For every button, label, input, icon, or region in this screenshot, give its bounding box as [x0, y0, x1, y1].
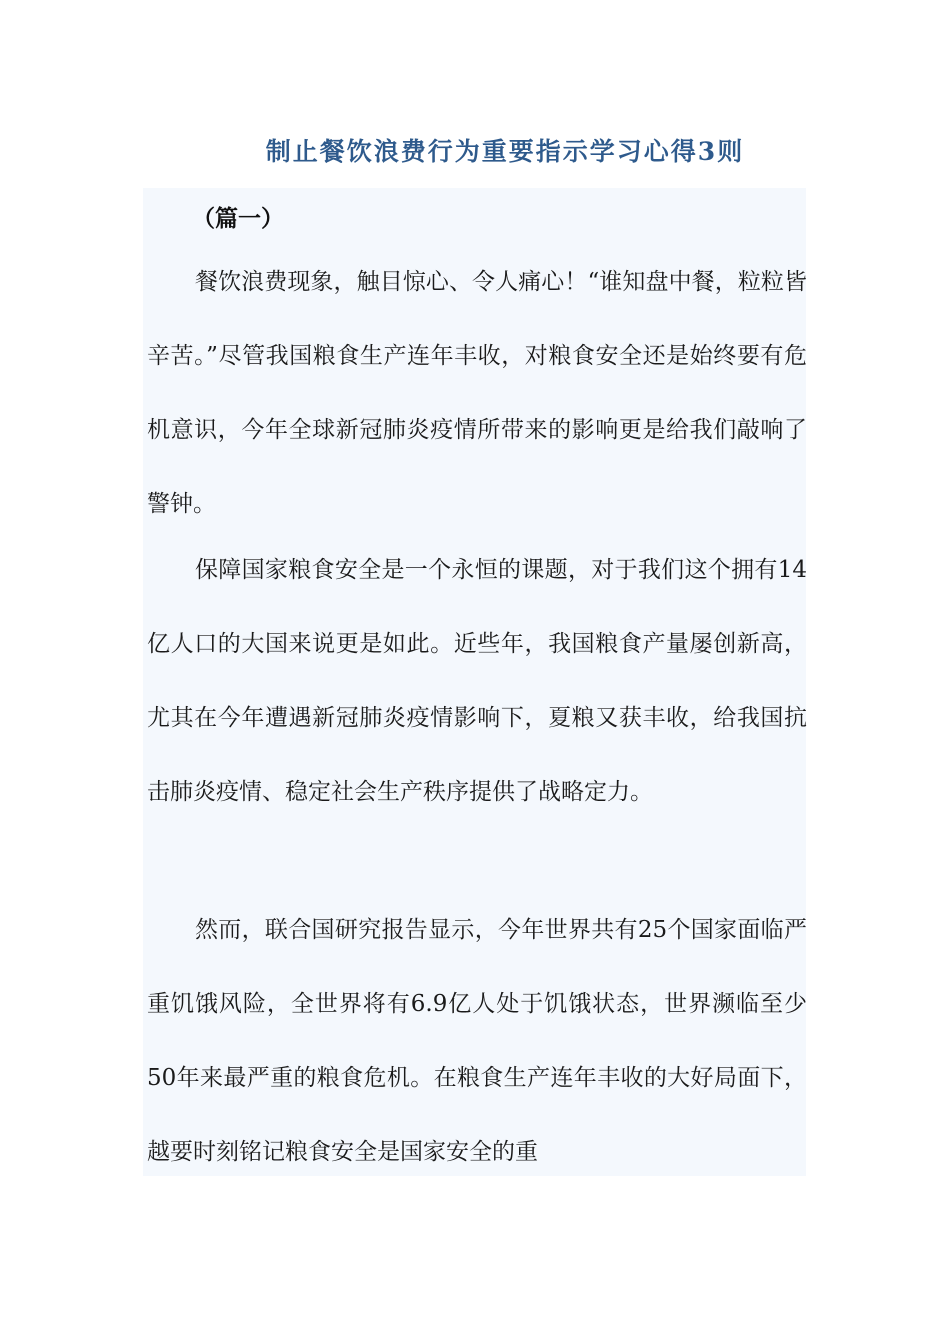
paragraph-1: 餐饮浪费现象，触目惊心、令人痛心！“谁知盘中餐，粒粒皆辛苦。”尽管我国粮食生产连年丰收，对粮食安全还是始终要有危机意识，今年全球新冠肺炎疫情所带来的影响更是给我们敲响了警钟。 — [147, 269, 807, 517]
paragraph-2: 保障国家粮食安全是一个永恒的课题，对于我们这个拥有14亿人口的大国来说更是如此。近些年，我国粮食产量屡创新高，尤其在今年遭遇新冠肺炎疫情影响下，夏粮又获丰收，给我国抗击肺炎疫情、稳定社会生产秩序提供了战略定力。 — [147, 557, 807, 805]
paragraph-3: 然而，联合国研究报告显示，今年世界共有25个国家面临严重饥饿风险，全世界将有6.9亿人处于饥饿状态，世界濒临至少50年来最严重的粮食危机。在粮食生产连年丰收的大好局面下，越要时刻铭记粮食安全是国家安全的重 — [147, 917, 807, 1165]
document-title: 制止餐饮浪费行为重要指示学习心得3则 — [265, 137, 745, 166]
section-label: （篇一） — [192, 205, 284, 232]
